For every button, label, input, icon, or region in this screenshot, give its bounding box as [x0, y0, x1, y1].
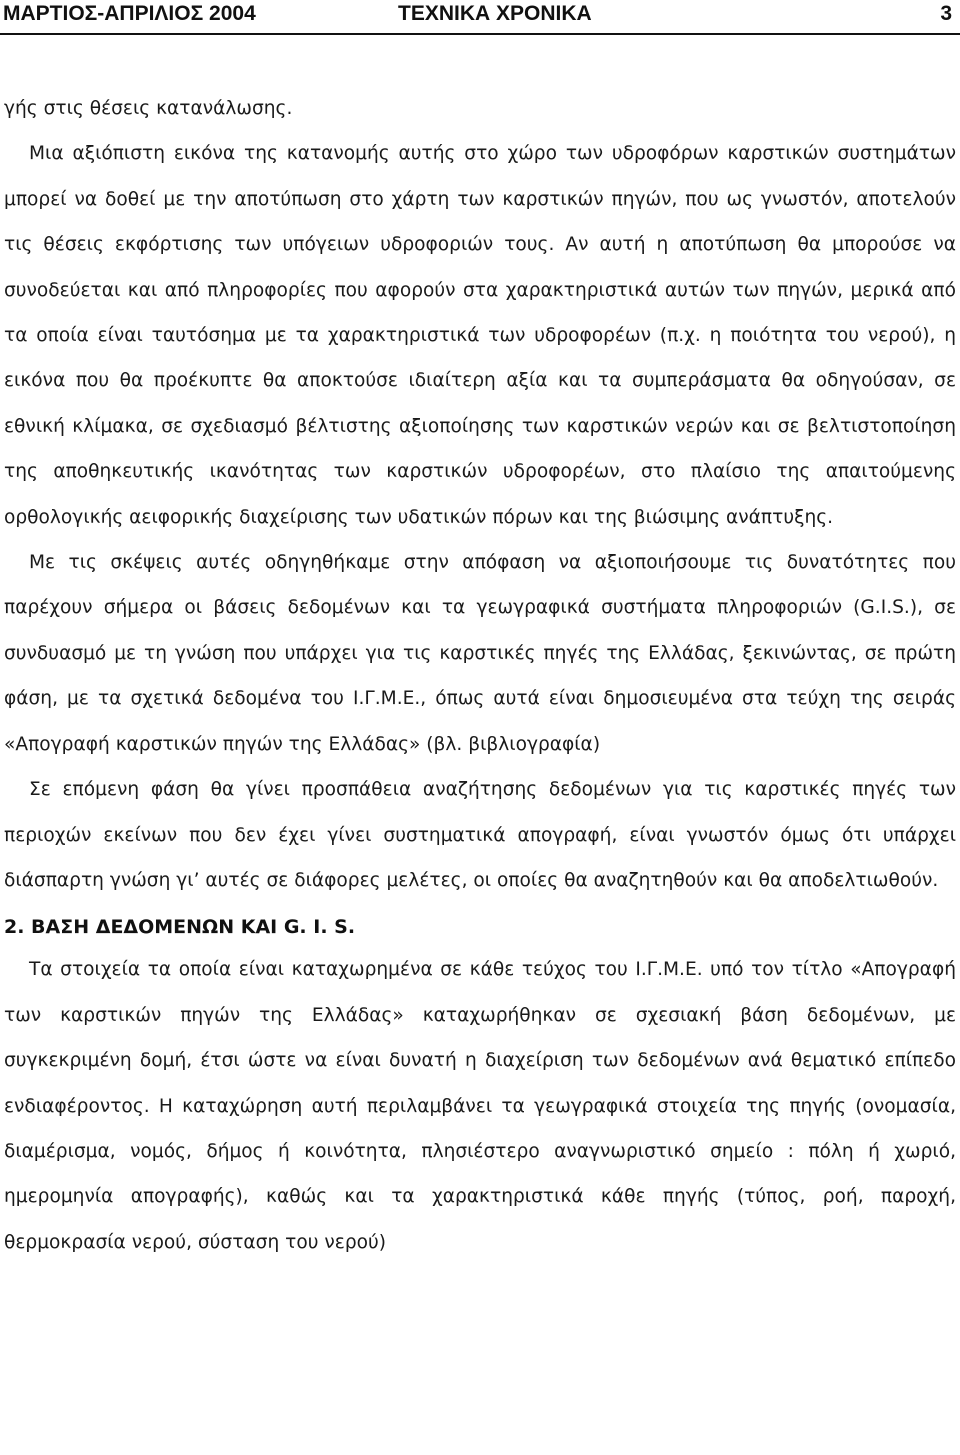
- paragraph-next-phase: Σε επόμενη φάση θα γίνει προσπάθεια αναζήτησης δεδομένων για τις καρστικές πηγές των περιοχών εκείνων που δεν έχει γίνει συστηματικά απογραφή, είναι γνωστόν όμως ότι υπάρχει διάσπαρτη γνώση γι’ αυτές σε διάφορες μελέτες, οι οποίες θα αναζητηθούν και θα αποδελτιωθούν.: [4, 779, 956, 891]
- page-header: [0, 0, 960, 30]
- publication-title: ΤΕΧΝΙΚΑ ΧΡΟΝΙΚΑ: [398, 2, 592, 25]
- header-divider: [0, 33, 960, 35]
- section-heading: 2. ΒΑΣΗ ΔΕΔΟΜΕΝΩΝ ΚΑΙ G. I. S.: [4, 916, 356, 939]
- paragraph-gis-decision: Με τις σκέψεις αυτές οδηγηθήκαμε στην απόφαση να αξιοποιήσουμε τις δυνατότητες που παρέχουν σήμερα οι βάσεις δεδομένων και τα γεωγραφικά συστήματα πληροφοριών (G.I.S.), σε συνδυασμό με τη γνώση που υπάρχει για τις καρστικές πηγές της Ελλάδας, ξεκινώντας, σε πρώτη φάση, με τα σχετικά δεδομένα του Ι.Γ.Μ.Ε., όπως αυτά είναι δημοσιευμένα στα τεύχη της σειράς «Απογραφή καρστικών πηγών της Ελλάδας» (βλ. βιβλιογραφία): [4, 552, 956, 755]
- paragraph-continuation: γής στις θέσεις κατανάλωσης.: [4, 98, 293, 119]
- page-number: 3: [940, 2, 952, 25]
- paragraph-database: Τα στοιχεία τα οποία είναι καταχωρημένα σε κάθε τεύχος του Ι.Γ.Μ.Ε. υπό τον τίτλο «Απογραφή των καρστικών πηγών της Ελλάδας» καταχωρήθηκαν σε σχεσιακή βάση δεδομένων, με συγκεκριμένη δομή, έτσι ώστε να είναι δυνατή η διαχείριση των δεδομένων ανά θεματικό επίπεδο ενδιαφέροντος. Η καταχώρηση αυτή περιλαμβάνει τα γεωγραφικά στοιχεία της πηγής (ονομασία, διαμέρισμα, νομός, δήμος ή κοινότητα, πλησιέστερο αναγνωριστικό σημείο : πόλη ή χωριό, ημερομηνία απογραφής), καθώς και τα χαρακτηριστικά κάθε πηγής (τύπος, ροή, παροχή, θερμοκρασία νερού, σύσταση του νερού): [4, 959, 956, 1253]
- paragraph-karst-image: Μια αξιόπιστη εικόνα της κατανομής αυτής στο χώρο των υδροφόρων καρστικών συστημάτων μπορεί να δοθεί με την αποτύπωση στο χάρτη των καρστικών πηγών, που ως γνωστόν, αποτελούν τις θέσεις εκφόρτισης των υπόγειων υδροφοριών τους. Αν αυτή η αποτύπωση θα μπορούσε να συνοδεύεται και από πληροφορίες που αφορούν στα χαρακτηριστικά αυτών των πηγών, μερικά από τα οποία είναι ταυτόσημα με τα χαρακτηριστικά των υδροφορέων (π.χ. η ποιότητα του νερού), η εικόνα που θα προέκυπτε θα αποκτούσε ιδιαίτερη αξία και τα συμπεράσματα θα οδηγούσαν, σε εθνική κλίμακα, σε σχεδιασμό βέλτιστης αξιοποίησης των καρστικών νερών και σε βελτιστοποίηση της αποθηκευτικής ικανότητας των καρστικών υδροφορέων, στο πλαίσιο της απαιτούμενης ορθολογικής αειφορικής διαχείρισης των υδατικών πόρων και της βιώσιμης ανάπτυξης.: [4, 143, 956, 528]
- article-body: [4, 86, 956, 1265]
- issue-date: ΜΑΡΤΙΟΣ-ΑΠΡΙΛΙΟΣ 2004: [3, 2, 256, 25]
